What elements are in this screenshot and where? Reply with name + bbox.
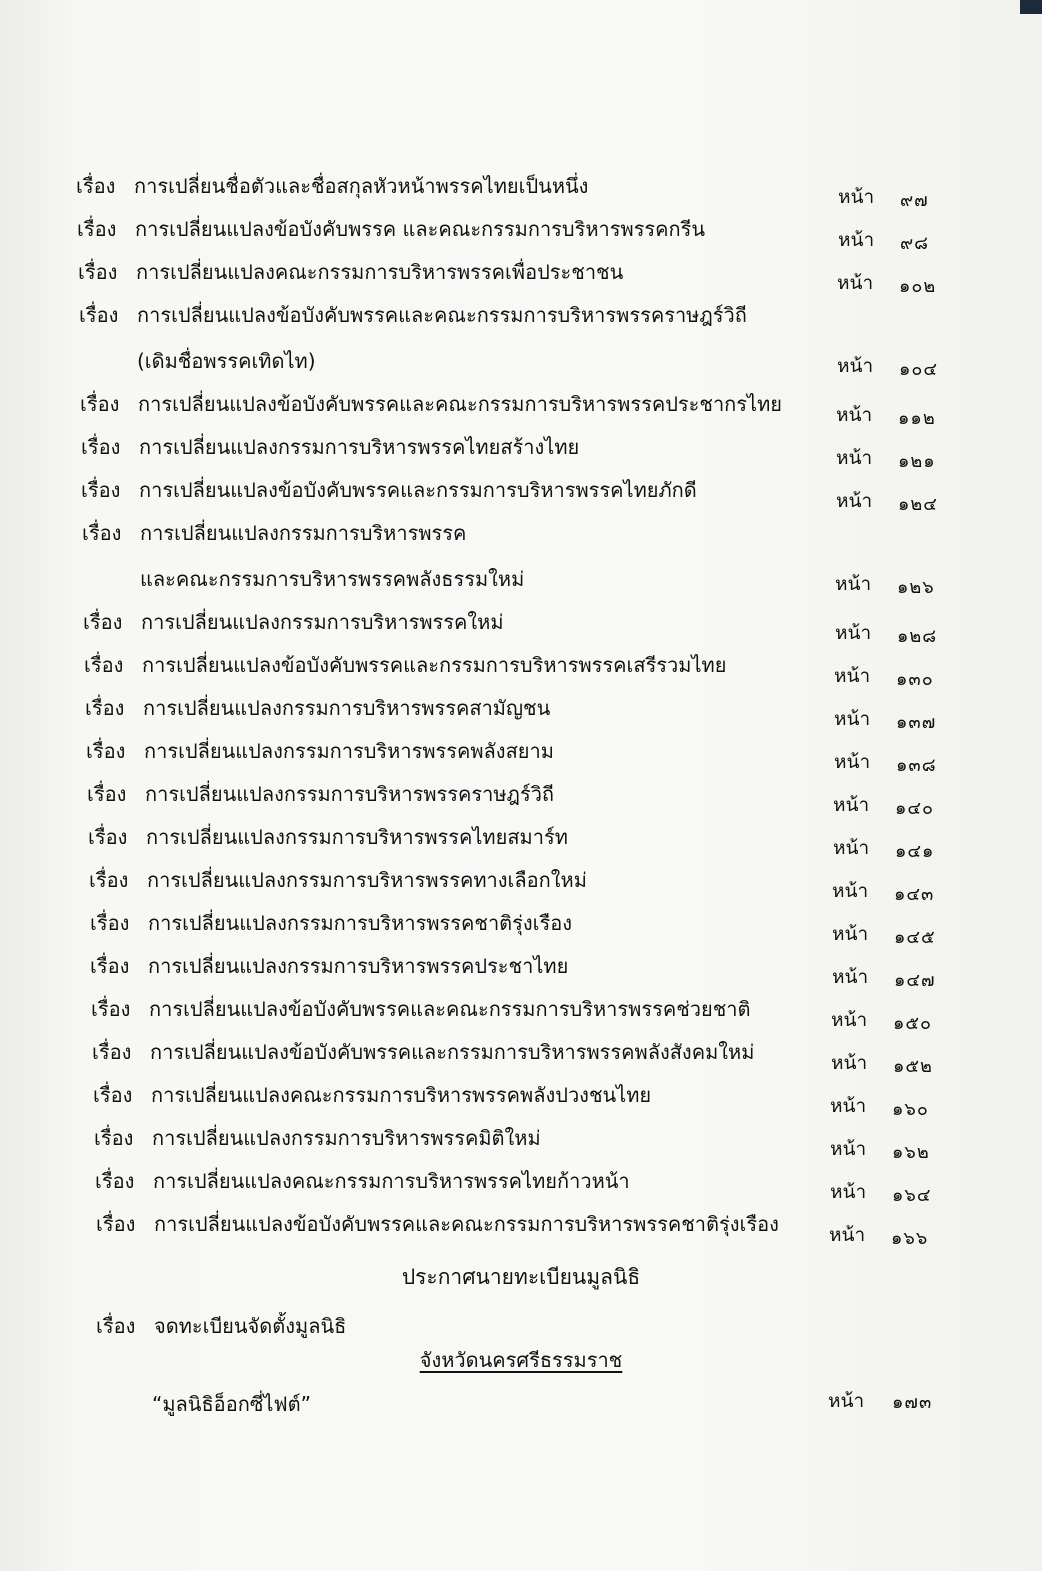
page-number: ๑๖๐ bbox=[892, 1099, 929, 1120]
entry-prefix: เรื่อง bbox=[90, 911, 130, 935]
entry-title: การเปลี่ยนแปลงกรรมการบริหารพรรคประชาไทย bbox=[148, 954, 569, 978]
entry-title-continuation: (เดิมชื่อพรรคเทิดไท) bbox=[137, 349, 316, 373]
entry-prefix: เรื่อง bbox=[84, 653, 124, 677]
page-number: ๑๕๐ bbox=[893, 1013, 933, 1034]
page-number: ๑๖๔ bbox=[892, 1185, 932, 1206]
page-label: หน้า bbox=[835, 622, 872, 644]
page-number: ๑๔๗ bbox=[894, 970, 936, 991]
entry-title: การเปลี่ยนแปลงข้อบังคับพรรคและคณะกรรมการบริหารพรรคราษฎร์วิถี bbox=[137, 303, 747, 327]
entry-title: การเปลี่ยนแปลงข้อบังคับพรรคและคณะกรรมการบริหารพรรคประชากรไทย bbox=[138, 392, 782, 416]
entry-title: การเปลี่ยนแปลงข้อบังคับพรรคและกรรมการบริหารพรรคพลังสังคมใหม่ bbox=[150, 1040, 755, 1064]
entry-title: การเปลี่ยนแปลงกรรมการบริหารพรรคไทยสมาร์ท bbox=[146, 825, 568, 849]
page-number: ๑๖๒ bbox=[892, 1142, 930, 1163]
entry-prefix: เรื่อง bbox=[78, 260, 118, 284]
entry-prefix: เรื่อง bbox=[92, 1040, 132, 1064]
toc-entry bbox=[82, 519, 466, 547]
toc-entry bbox=[93, 1081, 651, 1109]
section-heading: ประกาศนายทะเบียนมูลนิธิ bbox=[401, 1265, 641, 1289]
entry-prefix: เรื่อง bbox=[81, 478, 121, 502]
toc-entry bbox=[84, 651, 726, 679]
page-label: หน้า bbox=[835, 573, 872, 595]
entry-title: การเปลี่ยนแปลงกรรมการบริหารพรรคราษฎร์วิถี bbox=[145, 782, 555, 806]
page-number: ๑๒๘ bbox=[897, 626, 938, 647]
toc-entry bbox=[85, 694, 550, 722]
page-label: หน้า bbox=[833, 794, 870, 816]
page-number: ๑๑๒ bbox=[898, 408, 936, 429]
page-number: ๑๖๖ bbox=[891, 1228, 929, 1249]
entry-title: การเปลี่ยนแปลงคณะกรรมการบริหารพรรคเพื่อประชาชน bbox=[136, 260, 624, 284]
entry-title: การเปลี่ยนแปลงกรรมการบริหารพรรคสามัญชน bbox=[143, 696, 551, 720]
page-label: หน้า bbox=[831, 1009, 868, 1031]
toc-entry bbox=[94, 1124, 541, 1152]
entry-prefix: เรื่อง bbox=[81, 435, 121, 459]
toc-entry bbox=[91, 995, 751, 1023]
toc-entry bbox=[90, 952, 568, 980]
entry-prefix: เรื่อง bbox=[96, 1314, 136, 1338]
page-label: หน้า bbox=[836, 447, 873, 469]
page-label: หน้า bbox=[834, 665, 871, 687]
page-label: หน้า bbox=[838, 229, 875, 251]
entry-title: การเปลี่ยนแปลงกรรมการบริหารพรรคใหม่ bbox=[141, 610, 504, 634]
page-number: ๑๔๐ bbox=[895, 798, 935, 819]
page-number: ๑๐๒ bbox=[899, 276, 937, 297]
page-number: ๑๓๘ bbox=[896, 755, 937, 776]
entry-prefix: เรื่อง bbox=[76, 174, 116, 198]
entry-title: จดทะเบียนจัดตั้งมูลนิธิ bbox=[154, 1314, 347, 1338]
page-number: ๑๔๕ bbox=[894, 927, 936, 948]
entry-prefix: เรื่อง bbox=[83, 610, 123, 634]
entry-prefix: เรื่อง bbox=[91, 997, 131, 1021]
toc-entry bbox=[78, 258, 623, 286]
page-label: หน้า bbox=[834, 708, 871, 730]
page-label: หน้า bbox=[832, 923, 869, 945]
toc-entry bbox=[86, 737, 554, 765]
entry-title-continuation: และคณะกรรมการบริหารพรรคพลังธรรมใหม่ bbox=[140, 567, 525, 591]
entry-prefix: เรื่อง bbox=[96, 1212, 136, 1236]
page-number: ๑๒๖ bbox=[897, 577, 935, 598]
page-label: หน้า bbox=[832, 880, 869, 902]
page-label: หน้า bbox=[834, 751, 871, 773]
toc-entry-foundation bbox=[96, 1312, 346, 1340]
entry-title: การเปลี่ยนแปลงข้อบังคับพรรคและคณะกรรมการบริหารพรรคชาติรุ่งเรือง bbox=[154, 1212, 779, 1236]
entry-title: การเปลี่ยนแปลงคณะกรรมการบริหารพรรคไทยก้าวหน้า bbox=[153, 1169, 630, 1193]
toc-entry bbox=[96, 1210, 779, 1238]
page-label: หน้า bbox=[833, 837, 870, 859]
page-number: ๑๒๔ bbox=[898, 494, 938, 515]
entry-prefix: เรื่อง bbox=[90, 954, 130, 978]
toc-entry bbox=[81, 476, 697, 504]
entry-title: การเปลี่ยนแปลงข้อบังคับพรรค และคณะกรรมการบริหารพรรคกรีน bbox=[135, 217, 706, 241]
toc-entry bbox=[76, 172, 588, 200]
page-number: ๑๗๓ bbox=[892, 1392, 933, 1413]
entry-prefix: เรื่อง bbox=[85, 696, 125, 720]
toc-entry bbox=[89, 866, 587, 894]
page-label: หน้า bbox=[837, 355, 874, 377]
page-label: หน้า bbox=[832, 966, 869, 988]
toc-entry bbox=[80, 390, 782, 418]
toc-entry bbox=[90, 909, 572, 937]
page-number: ๙๗ bbox=[900, 190, 929, 211]
entry-title: การเปลี่ยนชื่อตัวและชื่อสกุลหัวหน้าพรรคไทยเป็นหนึ่ง bbox=[134, 174, 589, 198]
entry-prefix: เรื่อง bbox=[89, 868, 129, 892]
page-label: หน้า bbox=[830, 1095, 867, 1117]
entry-title: การเปลี่ยนแปลงกรรมการบริหารพรรค bbox=[140, 521, 467, 545]
province-name: จังหวัดนครศรีธรรมราช bbox=[419, 1348, 623, 1372]
toc-entry bbox=[83, 608, 504, 636]
page-label: หน้า bbox=[836, 490, 873, 512]
page-number: ๑๕๒ bbox=[893, 1056, 933, 1077]
page-number: ๑๒๑ bbox=[898, 451, 936, 472]
page-label: หน้า bbox=[830, 1181, 867, 1203]
province-heading bbox=[0, 1346, 1042, 1374]
entry-title: การเปลี่ยนแปลงกรรมการบริหารพรรคพลังสยาม bbox=[144, 739, 554, 763]
entry-prefix: เรื่อง bbox=[88, 825, 128, 849]
toc-entry bbox=[79, 301, 747, 329]
page-label: หน้า bbox=[836, 404, 873, 426]
entry-title: การเปลี่ยนแปลงคณะกรรมการบริหารพรรคพลังปวงชนไทย bbox=[151, 1083, 652, 1107]
toc-entry bbox=[81, 433, 579, 461]
entry-title: การเปลี่ยนแปลงกรรมการบริหารพรรคทางเลือกใหม่ bbox=[147, 868, 587, 892]
page-number: ๑๔๓ bbox=[894, 884, 935, 905]
toc-entry bbox=[92, 1038, 754, 1066]
page-number: ๙๘ bbox=[900, 233, 930, 254]
page-label: หน้า bbox=[829, 1224, 866, 1246]
page-number: ๑๓๗ bbox=[896, 712, 937, 733]
foundation-name: “มูลนิธิอ็อกซี่ไฟต์” bbox=[152, 1392, 311, 1416]
entry-prefix: เรื่อง bbox=[80, 392, 120, 416]
entry-prefix: เรื่อง bbox=[82, 521, 122, 545]
entry-title: การเปลี่ยนแปลงข้อบังคับพรรคและกรรมการบริหารพรรคไทยภักดี bbox=[139, 478, 697, 502]
entry-title: การเปลี่ยนแปลงข้อบังคับพรรคและคณะกรรมการบริหารพรรคช่วยชาติ bbox=[149, 997, 751, 1021]
page-label: หน้า bbox=[837, 272, 874, 294]
entry-prefix: เรื่อง bbox=[87, 782, 127, 806]
entry-prefix: เรื่อง bbox=[95, 1169, 135, 1193]
page-label: หน้า bbox=[830, 1138, 867, 1160]
entry-title: การเปลี่ยนแปลงกรรมการบริหารพรรคชาติรุ่งเรือง bbox=[148, 911, 573, 935]
toc-entry bbox=[88, 823, 568, 851]
toc-entry bbox=[87, 780, 554, 808]
entry-prefix: เรื่อง bbox=[86, 739, 126, 763]
entry-prefix: เรื่อง bbox=[94, 1126, 134, 1150]
page-label: หน้า bbox=[831, 1052, 868, 1074]
entry-title: การเปลี่ยนแปลงกรรมการบริหารพรรคไทยสร้างไทย bbox=[139, 435, 580, 459]
entry-title: การเปลี่ยนแปลงข้อบังคับพรรคและกรรมการบริหารพรรคเสรีรวมไทย bbox=[142, 653, 727, 677]
page-number: ๑๐๔ bbox=[899, 359, 939, 380]
toc-entry bbox=[95, 1167, 630, 1195]
page-label: หน้า bbox=[828, 1390, 865, 1412]
entry-prefix: เรื่อง bbox=[77, 217, 117, 241]
entry-prefix: เรื่อง bbox=[79, 303, 119, 327]
page-number: ๑๓๐ bbox=[896, 669, 934, 690]
entry-prefix: เรื่อง bbox=[93, 1083, 133, 1107]
toc-entry bbox=[77, 215, 705, 243]
page-number: ๑๔๑ bbox=[895, 841, 935, 862]
page-label: หน้า bbox=[838, 186, 875, 208]
entry-title: การเปลี่ยนแปลงกรรมการบริหารพรรคมิติใหม่ bbox=[152, 1126, 541, 1150]
